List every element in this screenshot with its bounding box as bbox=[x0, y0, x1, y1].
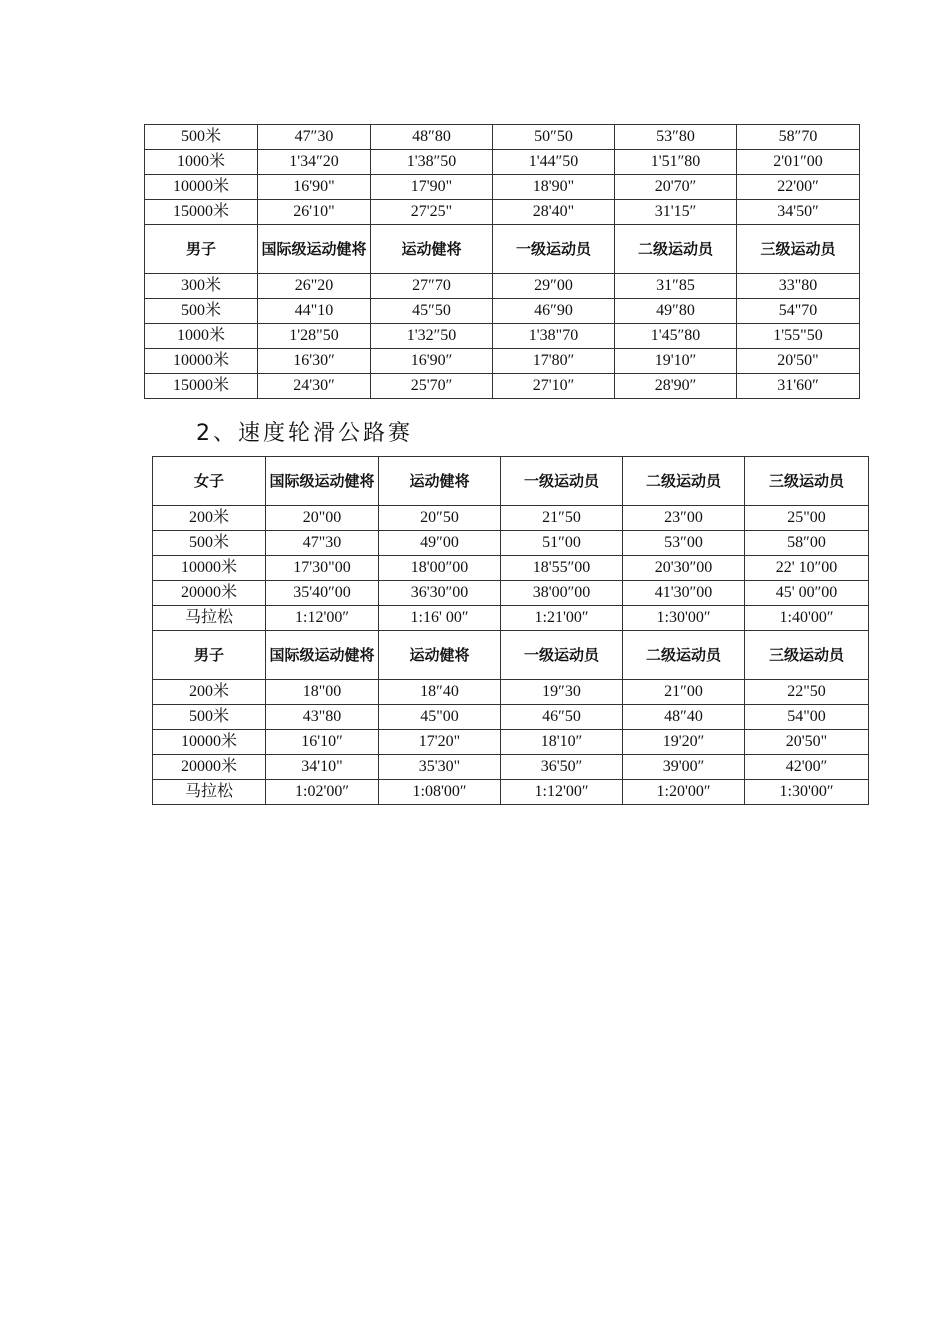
time-cell: 58″70 bbox=[737, 125, 860, 150]
time-cell: 1:21'00″ bbox=[501, 606, 623, 631]
header-cell: 二级运动员 bbox=[623, 457, 745, 506]
time-cell: 21″00 bbox=[623, 680, 745, 705]
distance-cell: 20000米 bbox=[153, 755, 266, 780]
time-cell: 45″50 bbox=[371, 299, 493, 324]
table-row bbox=[145, 150, 860, 175]
time-cell: 1'45″80 bbox=[615, 324, 737, 349]
time-cell: 20"00 bbox=[266, 506, 379, 531]
time-cell: 49″00 bbox=[379, 531, 501, 556]
time-cell: 41'30″00 bbox=[623, 581, 745, 606]
time-cell: 17'20" bbox=[379, 730, 501, 755]
time-cell: 54"00 bbox=[745, 705, 869, 730]
time-cell: 17'90" bbox=[371, 175, 493, 200]
time-cell: 51″00 bbox=[501, 531, 623, 556]
time-cell: 23″00 bbox=[623, 506, 745, 531]
qualification-table-track bbox=[144, 124, 860, 399]
time-cell: 24'30″ bbox=[258, 374, 371, 399]
time-cell: 18'90" bbox=[493, 175, 615, 200]
table-row bbox=[145, 274, 860, 299]
time-cell: 31'15″ bbox=[615, 200, 737, 225]
header-cell: 三级运动员 bbox=[737, 225, 860, 274]
distance-cell: 15000米 bbox=[145, 200, 258, 225]
time-cell: 46″50 bbox=[501, 705, 623, 730]
distance-cell: 马拉松 bbox=[153, 780, 266, 805]
time-cell: 18'10″ bbox=[501, 730, 623, 755]
time-cell: 31'60″ bbox=[737, 374, 860, 399]
time-cell: 1'51″80 bbox=[615, 150, 737, 175]
time-cell: 16'90″ bbox=[371, 349, 493, 374]
distance-cell: 200米 bbox=[153, 680, 266, 705]
time-cell: 38'00″00 bbox=[501, 581, 623, 606]
time-cell: 49″80 bbox=[615, 299, 737, 324]
table-row bbox=[153, 556, 869, 581]
time-cell: 25"00 bbox=[745, 506, 869, 531]
time-cell: 20'70″ bbox=[615, 175, 737, 200]
table-row bbox=[145, 349, 860, 374]
time-cell: 22' 10″00 bbox=[745, 556, 869, 581]
time-cell: 1'32″50 bbox=[371, 324, 493, 349]
time-cell: 43"80 bbox=[266, 705, 379, 730]
time-cell: 1'28"50 bbox=[258, 324, 371, 349]
header-cell: 国际级运动健将 bbox=[266, 457, 379, 506]
time-cell: 17'30"00 bbox=[266, 556, 379, 581]
time-cell: 48″40 bbox=[623, 705, 745, 730]
time-cell: 27'25" bbox=[371, 200, 493, 225]
time-cell: 20'30″00 bbox=[623, 556, 745, 581]
table-row bbox=[145, 299, 860, 324]
header-cell: 一级运动员 bbox=[501, 631, 623, 680]
time-cell: 34'50″ bbox=[737, 200, 860, 225]
time-cell: 18'00″00 bbox=[379, 556, 501, 581]
distance-cell: 1000米 bbox=[145, 150, 258, 175]
header-cell: 一级运动员 bbox=[493, 225, 615, 274]
table-row bbox=[153, 581, 869, 606]
qualification-table-road bbox=[152, 456, 869, 805]
table-row bbox=[145, 175, 860, 200]
time-cell: 50″50 bbox=[493, 125, 615, 150]
time-cell: 1'44″50 bbox=[493, 150, 615, 175]
time-cell: 34'10" bbox=[266, 755, 379, 780]
time-cell: 35'30" bbox=[379, 755, 501, 780]
distance-cell: 10000米 bbox=[153, 556, 266, 581]
header-cell: 三级运动员 bbox=[745, 631, 869, 680]
time-cell: 26"20 bbox=[258, 274, 371, 299]
time-cell: 16'90" bbox=[258, 175, 371, 200]
time-cell: 1:40'00″ bbox=[745, 606, 869, 631]
time-cell: 18'55″00 bbox=[501, 556, 623, 581]
time-cell: 17'80″ bbox=[493, 349, 615, 374]
time-cell: 29″00 bbox=[493, 274, 615, 299]
table-row bbox=[145, 374, 860, 399]
time-cell: 47"30 bbox=[266, 531, 379, 556]
time-cell: 1:12'00″ bbox=[266, 606, 379, 631]
time-cell: 1:20'00″ bbox=[623, 780, 745, 805]
time-cell: 33"80 bbox=[737, 274, 860, 299]
time-cell: 42'00″ bbox=[745, 755, 869, 780]
section-title: 2、速度轮滑公路赛 bbox=[196, 421, 413, 446]
table-row bbox=[153, 606, 869, 631]
time-cell: 19'10″ bbox=[615, 349, 737, 374]
time-cell: 19'20″ bbox=[623, 730, 745, 755]
table-row bbox=[153, 755, 869, 780]
header-row-men bbox=[145, 225, 860, 274]
table-row bbox=[153, 506, 869, 531]
table-row bbox=[153, 680, 869, 705]
header-cell: 运动健将 bbox=[379, 457, 501, 506]
distance-cell: 500米 bbox=[145, 299, 258, 324]
time-cell: 20'50" bbox=[737, 349, 860, 374]
time-cell: 1'55"50 bbox=[737, 324, 860, 349]
time-cell: 48″80 bbox=[371, 125, 493, 150]
header-cell: 三级运动员 bbox=[745, 457, 869, 506]
distance-cell: 500米 bbox=[153, 705, 266, 730]
time-cell: 53″80 bbox=[615, 125, 737, 150]
table-row bbox=[153, 730, 869, 755]
time-cell: 21″50 bbox=[501, 506, 623, 531]
header-cell: 男子 bbox=[153, 631, 266, 680]
header-cell: 运动健将 bbox=[379, 631, 501, 680]
time-cell: 1:30'00″ bbox=[623, 606, 745, 631]
distance-cell: 马拉松 bbox=[153, 606, 266, 631]
time-cell: 1:16' 00″ bbox=[379, 606, 501, 631]
time-cell: 16'10″ bbox=[266, 730, 379, 755]
table-row bbox=[145, 200, 860, 225]
time-cell: 1'34″20 bbox=[258, 150, 371, 175]
time-cell: 47″30 bbox=[258, 125, 371, 150]
time-cell: 46″90 bbox=[493, 299, 615, 324]
header-cell: 女子 bbox=[153, 457, 266, 506]
time-cell: 1:02'00″ bbox=[266, 780, 379, 805]
table-row bbox=[153, 531, 869, 556]
time-cell: 1'38"70 bbox=[493, 324, 615, 349]
time-cell: 58″00 bbox=[745, 531, 869, 556]
time-cell: 2'01″00 bbox=[737, 150, 860, 175]
time-cell: 18"00 bbox=[266, 680, 379, 705]
header-cell: 男子 bbox=[145, 225, 258, 274]
table-row bbox=[145, 324, 860, 349]
time-cell: 25'70″ bbox=[371, 374, 493, 399]
time-cell: 53″00 bbox=[623, 531, 745, 556]
distance-cell: 20000米 bbox=[153, 581, 266, 606]
time-cell: 22'00″ bbox=[737, 175, 860, 200]
time-cell: 28'90″ bbox=[615, 374, 737, 399]
distance-cell: 500米 bbox=[145, 125, 258, 150]
time-cell: 36'30″00 bbox=[379, 581, 501, 606]
header-cell: 国际级运动健将 bbox=[266, 631, 379, 680]
time-cell: 54"70 bbox=[737, 299, 860, 324]
time-cell: 31″85 bbox=[615, 274, 737, 299]
distance-cell: 1000米 bbox=[145, 324, 258, 349]
time-cell: 36'50″ bbox=[501, 755, 623, 780]
distance-cell: 10000米 bbox=[145, 175, 258, 200]
header-cell: 二级运动员 bbox=[615, 225, 737, 274]
time-cell: 45' 00″00 bbox=[745, 581, 869, 606]
time-cell: 1:12'00″ bbox=[501, 780, 623, 805]
header-cell: 二级运动员 bbox=[623, 631, 745, 680]
time-cell: 18″40 bbox=[379, 680, 501, 705]
header-cell: 一级运动员 bbox=[501, 457, 623, 506]
time-cell: 28'40" bbox=[493, 200, 615, 225]
distance-cell: 10000米 bbox=[145, 349, 258, 374]
time-cell: 1:08'00″ bbox=[379, 780, 501, 805]
time-cell: 27'10″ bbox=[493, 374, 615, 399]
time-cell: 16'30″ bbox=[258, 349, 371, 374]
time-cell: 39'00″ bbox=[623, 755, 745, 780]
time-cell: 20″50 bbox=[379, 506, 501, 531]
header-cell: 运动健将 bbox=[371, 225, 493, 274]
time-cell: 26'10" bbox=[258, 200, 371, 225]
distance-cell: 300米 bbox=[145, 274, 258, 299]
time-cell: 45"00 bbox=[379, 705, 501, 730]
time-cell: 19″30 bbox=[501, 680, 623, 705]
time-cell: 35'40″00 bbox=[266, 581, 379, 606]
time-cell: 1:30'00″ bbox=[745, 780, 869, 805]
time-cell: 27″70 bbox=[371, 274, 493, 299]
table-row bbox=[145, 125, 860, 150]
distance-cell: 500米 bbox=[153, 531, 266, 556]
time-cell: 44"10 bbox=[258, 299, 371, 324]
header-row-men bbox=[153, 631, 869, 680]
time-cell: 1'38″50 bbox=[371, 150, 493, 175]
distance-cell: 15000米 bbox=[145, 374, 258, 399]
time-cell: 22"50 bbox=[745, 680, 869, 705]
header-row-women bbox=[153, 457, 869, 506]
header-cell: 国际级运动健将 bbox=[258, 225, 371, 274]
table-row bbox=[153, 780, 869, 805]
distance-cell: 200米 bbox=[153, 506, 266, 531]
time-cell: 20'50" bbox=[745, 730, 869, 755]
distance-cell: 10000米 bbox=[153, 730, 266, 755]
table-row bbox=[153, 705, 869, 730]
